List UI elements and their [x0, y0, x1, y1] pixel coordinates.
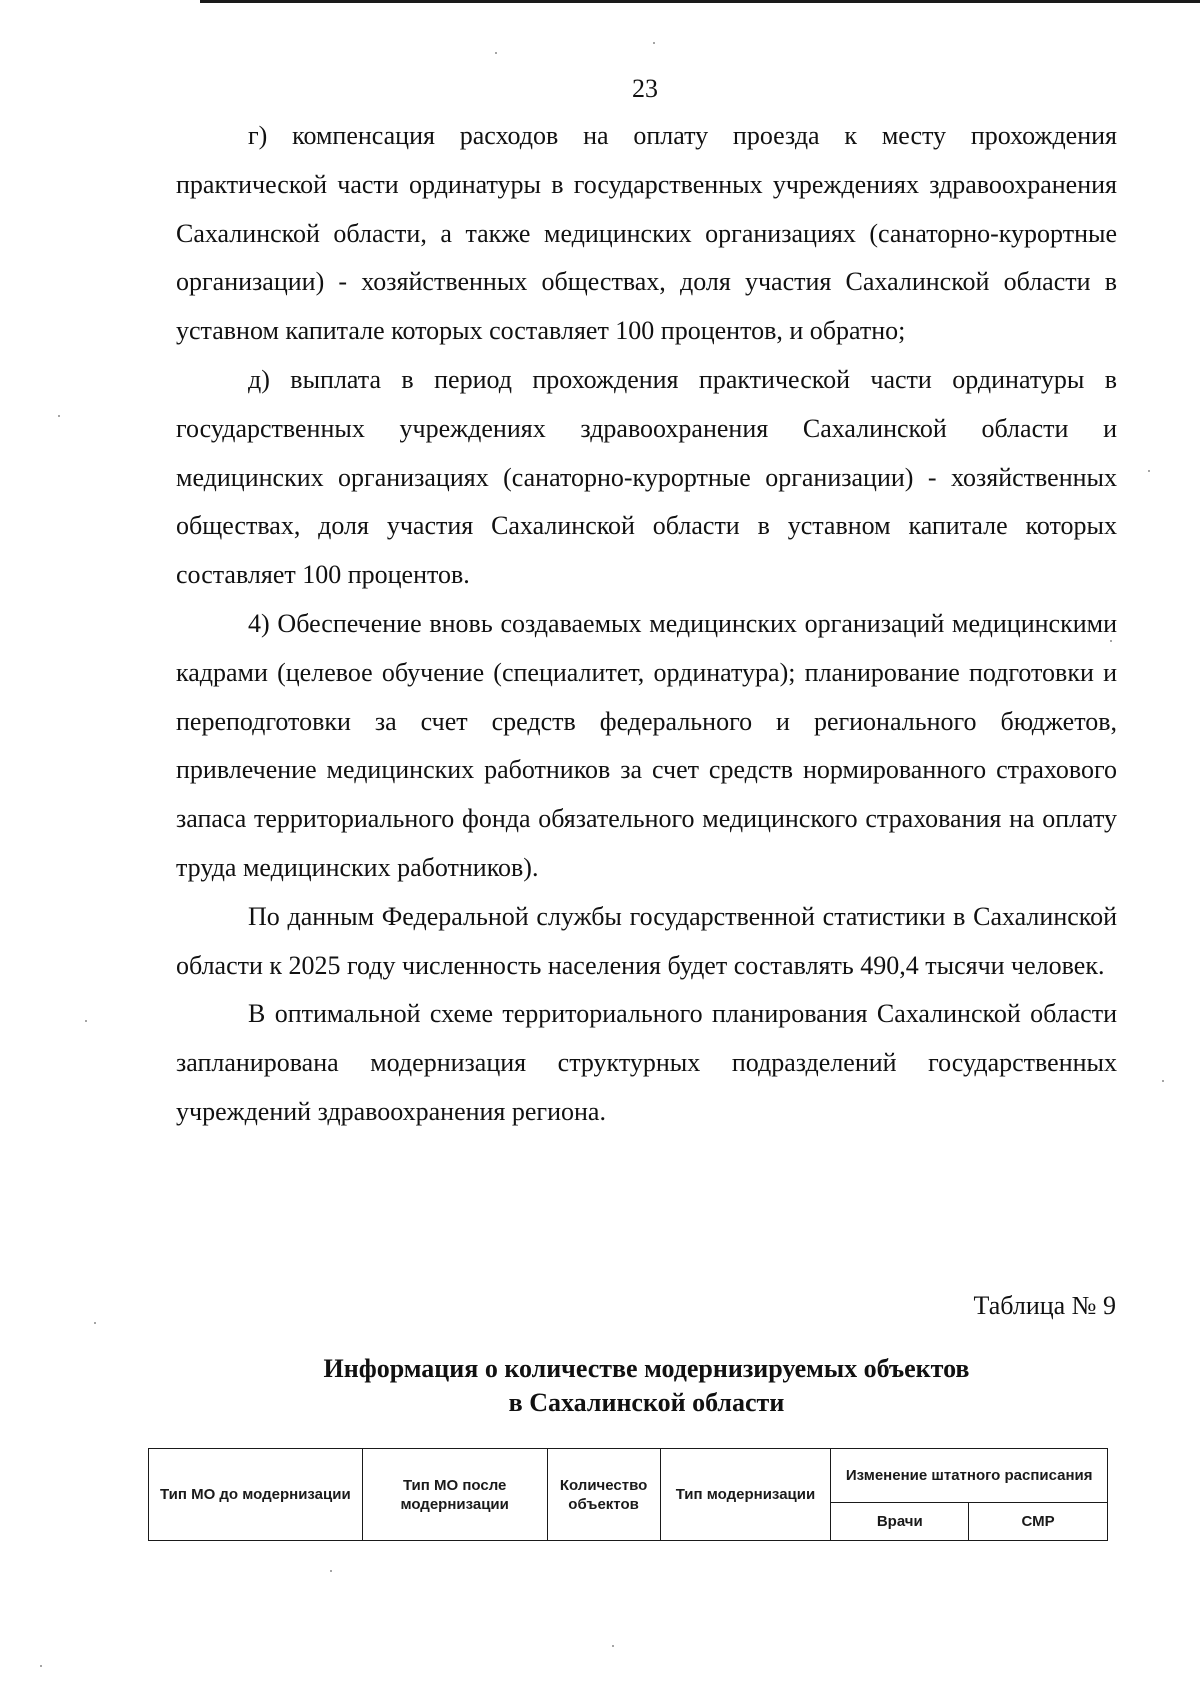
table-title-line-2: в Сахалинской области	[508, 1388, 785, 1417]
scan-speck	[653, 42, 655, 44]
header-staff-change: Изменение штатного расписания	[831, 1449, 1108, 1503]
scan-speck	[94, 1322, 96, 1324]
scan-speck	[1162, 1080, 1164, 1082]
paragraph-modernization: В оптимальной схеме территориального планирования Сахалинской области запланирована модернизация структурных подразделений государственных учреждений здравоохранения региона.	[176, 999, 1117, 1126]
scan-speck	[495, 52, 497, 54]
scan-speck	[612, 1645, 614, 1647]
scan-speck	[58, 415, 60, 417]
header-type-before: Тип МО до модернизации	[149, 1449, 363, 1541]
scan-speck	[85, 1020, 87, 1022]
page-number: 23	[632, 74, 658, 103]
header-object-count: Количество объектов	[547, 1449, 660, 1541]
table-title-line-1: Информация о количестве модернизируемых объектов	[323, 1354, 970, 1383]
modernization-table	[148, 1448, 1108, 1541]
paragraph-population: По данным Федеральной службы государственной статистики в Сахалинской области к 2025 году численность населения будет составлять 490,4 тысячи человек.	[176, 901, 1117, 980]
paragraph-g: г) компенсация расходов на оплату проезда к месту прохождения практической части ординатуры в государственных учреждениях здравоохранения Сахалинской области, а также медицинских организациях (санаторно-курортные организации) - хозяйственных обществах, доля участия Сахалинской области в уставном капитале которых составляет 100 процентов, и обратно;	[176, 121, 1117, 346]
paragraph-d: д) выплата в период прохождения практической части ординатуры в государственных учреждениях здравоохранения Сахалинской области и медицинских организациях (санаторно-курортные организации) - хозяйственных обществах, доля участия Сахалинской области в уставном капитале которых составляет 100 процентов.	[176, 364, 1117, 590]
scan-speck	[1110, 640, 1112, 642]
scan-speck	[330, 1570, 332, 1572]
scan-speck	[1148, 470, 1150, 472]
document-body	[176, 112, 1117, 1137]
top-border-line	[200, 0, 1200, 3]
paragraph-4: 4) Обеспечение вновь создаваемых медицинских организаций медицинскими кадрами (целевое обучение (специалитет, ординатура); планирование подготовки и переподготовки за счет средств федерального и регионального бюджетов, привлечение медицинских работников за счет средств нормированного страхового запаса территориального фонда обязательного медицинского страхования на оплату труда медицинских работников).	[176, 608, 1117, 882]
header-modernization-type: Тип модернизации	[660, 1449, 831, 1541]
table-title	[176, 1352, 1117, 1420]
header-type-after: Тип МО после модернизации	[362, 1449, 547, 1541]
table-label: Таблица № 9	[973, 1291, 1116, 1320]
scan-speck	[40, 1665, 42, 1667]
header-smr: СМР	[969, 1503, 1108, 1541]
header-doctors: Врачи	[831, 1503, 969, 1541]
